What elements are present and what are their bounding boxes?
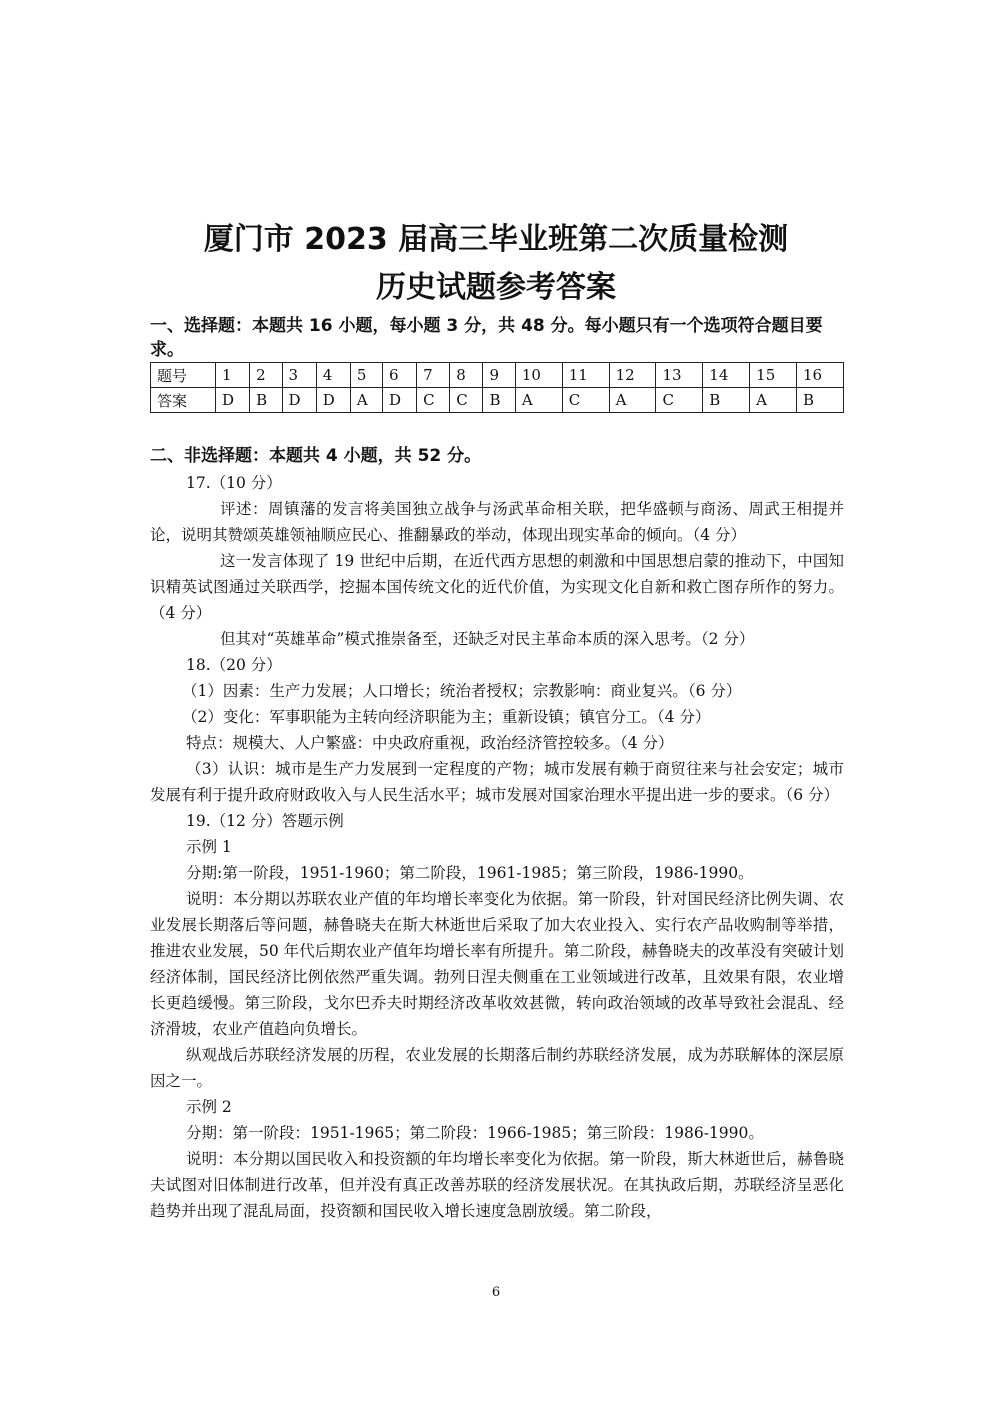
question-number: 6 — [382, 363, 416, 388]
q17-label: 17.（10 分） — [186, 474, 282, 492]
document-title: 厦门市 2023 届高三毕业班第二次质量检测 — [203, 222, 789, 257]
question-number: 1 — [216, 363, 250, 388]
answer-cell: B — [250, 388, 282, 413]
answer-cell: A — [515, 388, 562, 413]
question-number: 14 — [703, 363, 750, 388]
q19-example-label: 示例 1 — [186, 838, 232, 856]
answer-cell: D — [316, 388, 350, 413]
row-label-answer: 答案 — [151, 388, 216, 413]
answer-cell: A — [750, 388, 797, 413]
answers-body — [150, 470, 844, 1224]
question-number: 8 — [450, 363, 483, 388]
q17-paragraph: 评述：周镇藩的发言将美国独立战争与汤武革命相关联，把华盛顿与商汤、周武王相提并论，说明其赞颂英雄领袖顺应民心、推翻暴政的举动，体现出现实革命的倾向。（4 分） — [150, 500, 844, 544]
document-subtitle: 历史试题参考答案 — [376, 270, 616, 305]
question-number: 2 — [250, 363, 282, 388]
question-number: 13 — [656, 363, 703, 388]
page-number: 6 — [491, 1285, 501, 1300]
q19-period: 分期:第一阶段，1951-1960；第二阶段，1961-1985；第三阶段，1986-1990。 — [186, 864, 754, 882]
q19-example-label: 示例 2 — [186, 1098, 232, 1116]
answer-cell: D — [282, 388, 316, 413]
row-label-number: 题号 — [151, 363, 216, 388]
answer-cell: C — [562, 388, 609, 413]
question-number: 4 — [316, 363, 350, 388]
question-number: 5 — [350, 363, 382, 388]
q19-description: 说明：本分期以苏联农业产值的年均增长率变化为依据。第一阶段，针对国民经济比例失调、农业发展长期落后等问题，赫鲁晓夫在斯大林逝世后采取了加大农业投入、实行农产品收购制等举措，推进农业发展，50 年代后期农业产值年均增长率有所提升。第二阶段，赫鲁晓夫的改革没有突破计划经济体制，国民经济比例依然严重失调。勃列日涅夫侧重在工业领域进行改革，且效果有限，农业增长更趋缓慢。第三阶段，戈尔巴乔夫时期经济改革收效甚微，转向政治领域的改革导致社会混乱、经济滑坡，农业产值趋向负增长。 — [150, 890, 844, 1038]
answer-table-number-row — [151, 363, 844, 388]
answer-cell: A — [350, 388, 382, 413]
answer-cell: D — [216, 388, 250, 413]
answer-cell: B — [703, 388, 750, 413]
q18-paragraph: 特点：规模大、人户繁盛：中央政府重视，政治经济管控较多。（4 分） — [186, 734, 674, 752]
question-number: 10 — [515, 363, 562, 388]
q19-description: 说明：本分期以国民收入和投资额的年均增长率变化为依据。第一阶段，斯大林逝世后，赫鲁晓夫试图对旧体制进行改革，但并没有真正改善苏联的经济发展状况。在其执政后期，苏联经济呈恶化趋势并出现了混乱局面，投资额和国民收入增长速度急剧放缓。第二阶段， — [150, 1150, 844, 1220]
question-number: 12 — [609, 363, 656, 388]
question-number: 7 — [417, 363, 450, 388]
question-number: 15 — [750, 363, 797, 388]
section1-heading: 一、选择题：本题共 16 小题，每小题 3 分，共 48 分。每小题只有一个选项符合题目要求。 — [150, 316, 823, 360]
q18-label: 18.（20 分） — [186, 656, 282, 674]
q19-period: 分期：第一阶段：1951-1965；第二阶段：1966-1985；第三阶段：1986-1990。 — [186, 1124, 764, 1142]
question-number: 16 — [797, 363, 844, 388]
answer-cell: B — [797, 388, 844, 413]
q18-paragraph: （1）因素：生产力发展；人口增长；统治者授权；宗教影响：商业复兴。（6 分） — [182, 682, 742, 700]
answer-cell: D — [382, 388, 416, 413]
question-number: 9 — [483, 363, 515, 388]
answer-cell: C — [450, 388, 483, 413]
answer-table-answer-row — [151, 388, 844, 413]
question-number: 11 — [562, 363, 609, 388]
answer-cell: A — [609, 388, 656, 413]
question-number: 3 — [282, 363, 316, 388]
q19-label: 19.（12 分）答题示例 — [186, 812, 344, 830]
answer-cell: C — [417, 388, 450, 413]
answer-cell: B — [483, 388, 515, 413]
answer-table — [150, 362, 844, 413]
q18-paragraph: （3）认识：城市是生产力发展到一定程度的产物；城市发展有赖于商贸往来与社会安定；城市发展有利于提升政府财政收入与人民生活水平；城市发展对国家治理水平提出进一步的要求。（6 分） — [150, 760, 844, 804]
answer-cell: C — [656, 388, 703, 413]
q18-paragraph: （2）变化：军事职能为主转向经济职能为主；重新设镇；镇官分工。（4 分） — [182, 708, 711, 726]
q17-paragraph: 但其对“英雄革命”模式推崇备至，还缺乏对民主革命本质的深入思考。（2 分） — [220, 630, 755, 648]
section2-heading: 二、非选择题：本题共 4 小题，共 52 分。 — [150, 446, 482, 466]
q17-paragraph: 这一发言体现了 19 世纪中后期，在近代西方思想的刺激和中国思想启蒙的推动下，中国知识精英试图通过关联西学，挖掘本国传统文化的近代价值，为实现文化自新和救亡图存所作的努力。（4 分） — [150, 552, 844, 622]
q19-summary: 纵观战后苏联经济发展的历程，农业发展的长期落后制约苏联经济发展，成为苏联解体的深层原因之一。 — [150, 1046, 844, 1090]
